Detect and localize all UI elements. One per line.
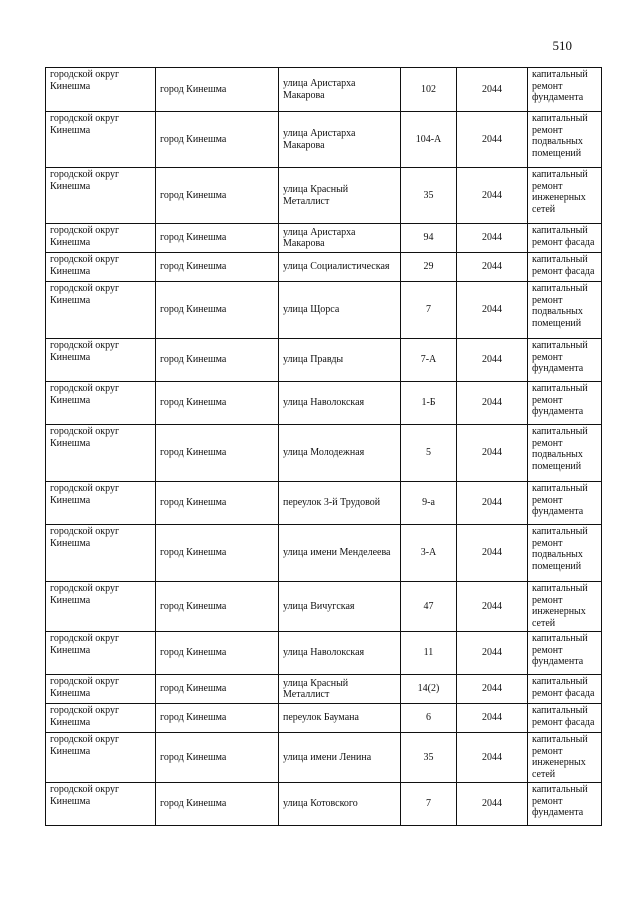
house-number-cell: 35 bbox=[401, 733, 457, 783]
district-cell: городской округ Кинешма bbox=[46, 783, 156, 826]
house-number-cell: 1-Б bbox=[401, 382, 457, 425]
work-type-cell: капитальный ремонт фундамента bbox=[528, 68, 602, 112]
work-type-cell: капитальный ремонт подвальных помещений bbox=[528, 425, 602, 482]
street-cell: улица имени Менделеева bbox=[279, 525, 401, 582]
city-cell: город Кинешма bbox=[156, 525, 279, 582]
work-type-cell: капитальный ремонт фундамента bbox=[528, 382, 602, 425]
work-type-cell: капитальный ремонт фасада bbox=[528, 253, 602, 282]
year-cell: 2044 bbox=[457, 482, 528, 525]
year-cell: 2044 bbox=[457, 382, 528, 425]
register-body bbox=[46, 68, 602, 826]
street-cell: улица Вичугская bbox=[279, 582, 401, 632]
city-cell: город Кинешма bbox=[156, 112, 279, 168]
table-row bbox=[46, 253, 602, 282]
table-row bbox=[46, 482, 602, 525]
city-cell: город Кинешма bbox=[156, 783, 279, 826]
table-row bbox=[46, 68, 602, 112]
street-cell: улица Аристарха Макарова bbox=[279, 68, 401, 112]
year-cell: 2044 bbox=[457, 112, 528, 168]
street-cell: улица Наволокская bbox=[279, 632, 401, 675]
house-number-cell: 7-А bbox=[401, 339, 457, 382]
house-number-cell: 47 bbox=[401, 582, 457, 632]
year-cell: 2044 bbox=[457, 282, 528, 339]
table-row bbox=[46, 525, 602, 582]
street-cell: улица Красный Металлист bbox=[279, 675, 401, 704]
street-cell: улица Аристарха Макарова bbox=[279, 112, 401, 168]
year-cell: 2044 bbox=[457, 704, 528, 733]
district-cell: городской округ Кинешма bbox=[46, 253, 156, 282]
table-row bbox=[46, 733, 602, 783]
house-number-cell: 102 bbox=[401, 68, 457, 112]
district-cell: городской округ Кинешма bbox=[46, 582, 156, 632]
house-number-cell: 14(2) bbox=[401, 675, 457, 704]
district-cell: городской округ Кинешма bbox=[46, 482, 156, 525]
year-cell: 2044 bbox=[457, 224, 528, 253]
work-type-cell: капитальный ремонт фундамента bbox=[528, 632, 602, 675]
house-number-cell: 6 bbox=[401, 704, 457, 733]
city-cell: город Кинешма bbox=[156, 253, 279, 282]
city-cell: город Кинешма bbox=[156, 382, 279, 425]
street-cell: улица Правды bbox=[279, 339, 401, 382]
house-number-cell: 3-А bbox=[401, 525, 457, 582]
table-row bbox=[46, 282, 602, 339]
street-cell: улица Наволокская bbox=[279, 382, 401, 425]
page-number: 510 bbox=[552, 38, 572, 53]
work-type-cell: капитальный ремонт подвальных помещений bbox=[528, 112, 602, 168]
house-number-cell: 7 bbox=[401, 783, 457, 826]
city-cell: город Кинешма bbox=[156, 482, 279, 525]
house-number-cell: 35 bbox=[401, 168, 457, 224]
year-cell: 2044 bbox=[457, 168, 528, 224]
year-cell: 2044 bbox=[457, 733, 528, 783]
table-row bbox=[46, 632, 602, 675]
street-cell: улица Аристарха Макарова bbox=[279, 224, 401, 253]
year-cell: 2044 bbox=[457, 68, 528, 112]
district-cell: городской округ Кинешма bbox=[46, 425, 156, 482]
district-cell: городской округ Кинешма bbox=[46, 282, 156, 339]
table-row bbox=[46, 112, 602, 168]
district-cell: городской округ Кинешма bbox=[46, 675, 156, 704]
city-cell: город Кинешма bbox=[156, 68, 279, 112]
district-cell: городской округ Кинешма bbox=[46, 704, 156, 733]
street-cell: улица Социалистическая bbox=[279, 253, 401, 282]
table-row bbox=[46, 382, 602, 425]
street-cell: улица имени Ленина bbox=[279, 733, 401, 783]
repair-register-table bbox=[45, 67, 602, 826]
district-cell: городской округ Кинешма bbox=[46, 632, 156, 675]
work-type-cell: капитальный ремонт подвальных помещений bbox=[528, 525, 602, 582]
year-cell: 2044 bbox=[457, 339, 528, 382]
district-cell: городской округ Кинешма bbox=[46, 112, 156, 168]
table-row bbox=[46, 783, 602, 826]
street-cell: улица Щорса bbox=[279, 282, 401, 339]
house-number-cell: 94 bbox=[401, 224, 457, 253]
street-cell: улица Котовского bbox=[279, 783, 401, 826]
year-cell: 2044 bbox=[457, 582, 528, 632]
year-cell: 2044 bbox=[457, 525, 528, 582]
work-type-cell: капитальный ремонт фасада bbox=[528, 704, 602, 733]
city-cell: город Кинешма bbox=[156, 675, 279, 704]
city-cell: город Кинешма bbox=[156, 339, 279, 382]
work-type-cell: капитальный ремонт фундамента bbox=[528, 339, 602, 382]
street-cell: переулок 3-й Трудовой bbox=[279, 482, 401, 525]
table-row bbox=[46, 582, 602, 632]
street-cell: переулок Баумана bbox=[279, 704, 401, 733]
work-type-cell: капитальный ремонт инженерных сетей bbox=[528, 582, 602, 632]
district-cell: городской округ Кинешма bbox=[46, 68, 156, 112]
house-number-cell: 9-а bbox=[401, 482, 457, 525]
city-cell: город Кинешма bbox=[156, 733, 279, 783]
work-type-cell: капитальный ремонт инженерных сетей bbox=[528, 168, 602, 224]
work-type-cell: капитальный ремонт фасада bbox=[528, 675, 602, 704]
district-cell: городской округ Кинешма bbox=[46, 525, 156, 582]
district-cell: городской округ Кинешма bbox=[46, 168, 156, 224]
street-cell: улица Красный Металлист bbox=[279, 168, 401, 224]
city-cell: город Кинешма bbox=[156, 425, 279, 482]
house-number-cell: 7 bbox=[401, 282, 457, 339]
house-number-cell: 11 bbox=[401, 632, 457, 675]
year-cell: 2044 bbox=[457, 783, 528, 826]
city-cell: город Кинешма bbox=[156, 704, 279, 733]
year-cell: 2044 bbox=[457, 675, 528, 704]
district-cell: городской округ Кинешма bbox=[46, 733, 156, 783]
table-row bbox=[46, 168, 602, 224]
year-cell: 2044 bbox=[457, 253, 528, 282]
year-cell: 2044 bbox=[457, 632, 528, 675]
work-type-cell: капитальный ремонт фасада bbox=[528, 224, 602, 253]
table-row bbox=[46, 675, 602, 704]
work-type-cell: капитальный ремонт инженерных сетей bbox=[528, 733, 602, 783]
house-number-cell: 29 bbox=[401, 253, 457, 282]
city-cell: город Кинешма bbox=[156, 632, 279, 675]
city-cell: город Кинешма bbox=[156, 582, 279, 632]
table-row bbox=[46, 425, 602, 482]
house-number-cell: 104-А bbox=[401, 112, 457, 168]
work-type-cell: капитальный ремонт фундамента bbox=[528, 482, 602, 525]
city-cell: город Кинешма bbox=[156, 224, 279, 253]
city-cell: город Кинешма bbox=[156, 282, 279, 339]
city-cell: город Кинешма bbox=[156, 168, 279, 224]
district-cell: городской округ Кинешма bbox=[46, 339, 156, 382]
table-row bbox=[46, 224, 602, 253]
year-cell: 2044 bbox=[457, 425, 528, 482]
work-type-cell: капитальный ремонт фундамента bbox=[528, 783, 602, 826]
table-row bbox=[46, 704, 602, 733]
street-cell: улица Молодежная bbox=[279, 425, 401, 482]
district-cell: городской округ Кинешма bbox=[46, 224, 156, 253]
district-cell: городской округ Кинешма bbox=[46, 382, 156, 425]
table-row bbox=[46, 339, 602, 382]
work-type-cell: капитальный ремонт подвальных помещений bbox=[528, 282, 602, 339]
house-number-cell: 5 bbox=[401, 425, 457, 482]
